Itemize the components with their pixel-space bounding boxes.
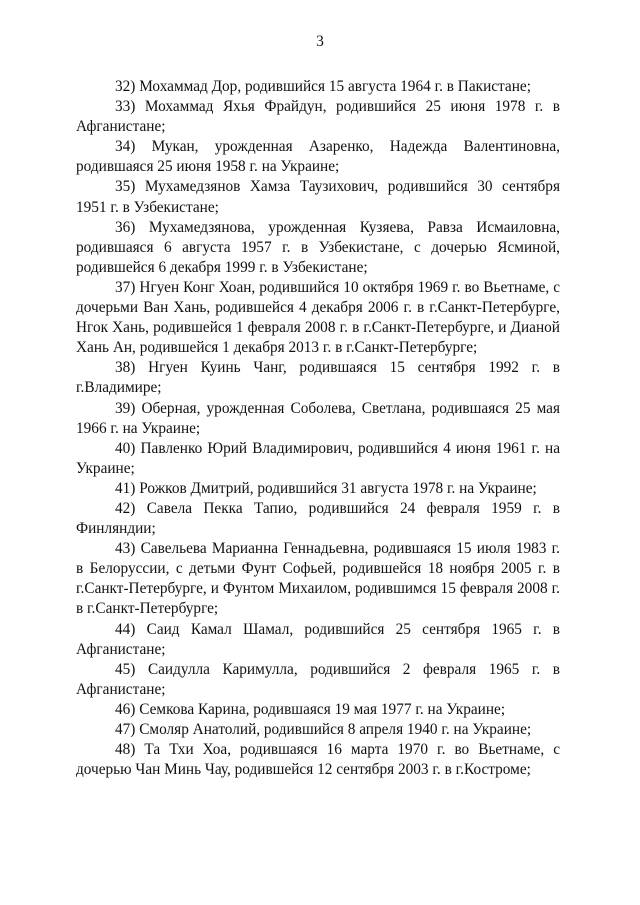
list-item: 41) Рожков Дмитрий, родившийся 31 августа 1978 г. на Украине; — [115, 479, 537, 497]
list-item: 38) Нгуен Куинь Чанг, родившаяся 15 сентября 1992 г. в г.Владимире; — [76, 359, 560, 397]
list-item: 37) Нгуен Конг Хоан, родившийся 10 октября 1969 г. во Вьетнаме, с дочерьми Ван Хань, родившейся 4 декабря 2006 г. в г.Санкт-Петербурге, Нгок Хань, родившейся 1 февраля 2008 г. в г.Санкт-Петербурге, и Дианой Хань Ан, родившейся 1 декабря 2013 г. в г.Санкт-Петербурге; — [76, 278, 560, 357]
list-item: 48) Та Тхи Хоа, родившаяся 16 марта 1970 г. во Вьетнаме, с дочерью Чан Минь Чау, родившейся 12 сентября 2003 г. в г.Костроме; — [76, 741, 560, 779]
list-item: 47) Смоляр Анатолий, родившийся 8 апреля 1940 г. на Украине; — [115, 721, 532, 738]
list-item: 32) Мохаммад Дор, родившийся 15 августа 1964 г. в Пакистане; — [115, 78, 531, 95]
list-item: 40) Павленко Юрий Владимирович, родившийся 4 июня 1961 г. на Украине; — [76, 439, 560, 477]
list-item: 33) Мохаммад Яхья Фрайдун, родившийся 25 июня 1978 г. в Афганистане; — [76, 98, 560, 136]
list-item: 35) Мухамедзянов Хамза Таузихович, родившийся 30 сентября 1951 г. в Узбекистане; — [76, 178, 560, 216]
list-item: 44) Саид Камал Шамал, родившийся 25 сентября 1965 г. в Афганистане; — [76, 620, 560, 658]
list-item: 42) Савела Пекка Тапио, родившийся 24 февраля 1959 г. в Финляндии; — [76, 499, 560, 538]
list-item: 46) Семкова Карина, родившаяся 19 мая 1977 г. на Украине; — [115, 700, 506, 718]
list-item: 36) Мухамедзянова, урожденная Кузяева, Равза Исмаиловна, родившаяся 6 августа 1957 г. в Узбекистане, с дочерью Ясминой, родившейся 6 декабря 1999 г. в Узбекистане; — [76, 218, 560, 276]
page-number: 3 — [316, 33, 324, 50]
list-item: 45) Саидулла Каримулла, родившийся 2 февраля 1965 г. в Афганистане; — [76, 660, 560, 698]
list-item: 39) Оберная, урожденная Соболева, Светлана, родившаяся 25 мая 1966 г. на Украине; — [76, 399, 560, 437]
list-item: 43) Савельева Марианна Геннадьевна, родившаяся 15 июля 1983 г. в Белоруссии, с детьми Фунт Софьей, родившейся 18 ноября 2005 г. в г.Санкт-Петербурге, и Фунтом Михаилом, родившимся 15 февраля 2008 г. в г.Санкт-Петербурге; — [76, 540, 560, 618]
list-item: 34) Мукан, урожденная Азаренко, Надежда Валентиновна, родившаяся 25 июня 1958 г. на Украине; — [76, 138, 560, 176]
entry-list — [76, 77, 560, 780]
